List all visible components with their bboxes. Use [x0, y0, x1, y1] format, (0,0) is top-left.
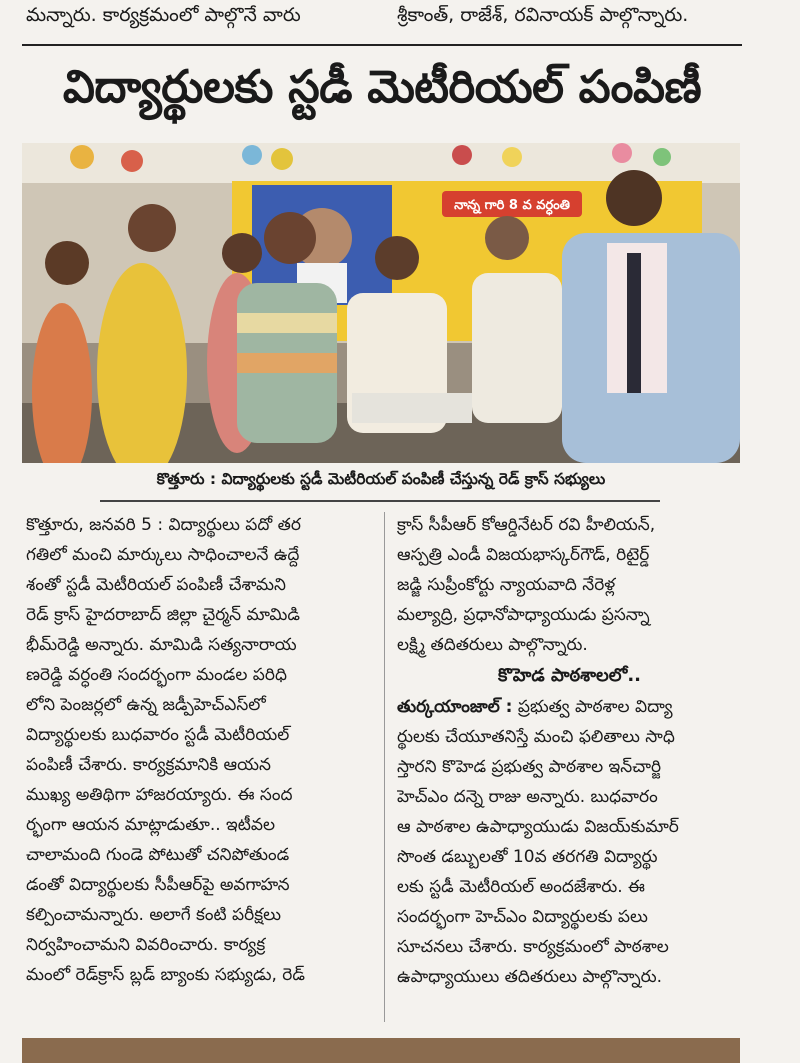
text-line: లకు స్టడీ మెటీరియల్ అందజేశారు. ఈ — [397, 877, 645, 897]
text-line: కొత్తూరు, జనవరి 5 : విద్యార్థులు పదో తర — [26, 515, 301, 535]
article-photo — [22, 143, 740, 463]
text-line: భీమ్‌రెడ్డి అన్నారు. మామిడి సత్యనారాయ — [26, 635, 297, 655]
text-line: స్తారని కొహెడ ప్రభుత్వ పాఠశాల ఇన్‌చార్జి — [397, 757, 662, 777]
text-line: రెడ్ క్రాస్ హైదరాబాద్ జిల్లా చైర్మన్ మామిడి — [26, 605, 300, 625]
text-line: జడ్జి సుప్రీంకోర్టు న్యాయవాది నేరెళ్ల — [397, 575, 616, 595]
fragment-left-text: మన్నారు. కార్యక్రమంలో పాల్గొనే వారు — [26, 4, 301, 26]
article-left-column — [26, 510, 371, 990]
text-line: హెచ్ఎం దన్నె రాజు అన్నారు. బుధవారం — [397, 787, 658, 807]
text-line: ర్థులకు చేయూతనిస్తే మంచి ఫలితాలు సాధి — [397, 727, 675, 747]
text-line: సూచనలు చేశారు. కార్యక్రమంలో పాఠశాల — [397, 937, 669, 957]
column-divider — [384, 512, 385, 1022]
text-line: శంతో స్టడీ మెటీరియల్ పంపిణీ చేశామని — [26, 575, 286, 595]
text-line: సందర్భంగా హెచ్ఎం విద్యార్థులకు పలు — [397, 907, 648, 927]
text-line: ఉపాధ్యాయులు తదితరులు పాల్గొన్నారు. — [397, 967, 663, 987]
text-line: క్రాస్ సీపీఆర్ కోఆర్డినేటర్ రవి హీలియన్, — [397, 515, 656, 535]
dateline-lead: తుర్కయాంజాల్ : — [397, 697, 513, 717]
text-line: కల్పించామన్నారు. అలాగే కంటి పరీక్షలు — [26, 905, 282, 925]
next-article-photo-strip — [22, 1038, 740, 1063]
text-line: చాలామంది గుండె పోటుతో చనిపోతుండ — [26, 845, 290, 865]
text-line: ముఖ్య అతిథిగా హాజరయ్యారు. ఈ సంద — [26, 785, 293, 805]
article-headline: విద్యార్థులకు స్టడీ మెటీరియల్ పంపిణీ — [62, 60, 702, 113]
banner-text: నాన్న గారి 8 వ వర్ధంతి — [454, 198, 570, 213]
top-rule — [22, 44, 742, 46]
text-line: డంతో విద్యార్థులకు సీపీఆర్‌పై అవగాహన — [26, 875, 290, 895]
text-line: ఆ పాఠశాల ఉపాధ్యాయుడు విజయ్‌కుమార్ — [397, 817, 679, 837]
text-line: మల్యాద్రి, ప్రధానోపాధ్యాయుడు ప్రసన్నా — [397, 605, 650, 625]
text-line — [397, 692, 742, 722]
text-line: నిర్వహించామని వివరించారు. కార్యక్ర — [26, 935, 266, 955]
text-line: లక్ష్మి తదితరులు పాల్గొన్నారు. — [397, 635, 588, 655]
text-line: గతిలో మంచి మార్కులు సాధించాలనే ఉద్దే — [26, 545, 300, 565]
previous-article-fragment — [0, 0, 800, 44]
dateline-rest: ప్రభుత్వ పాఠశాల విద్యా — [512, 697, 673, 717]
photo-illustration — [22, 143, 740, 463]
fragment-right-text: శ్రీకాంత్, రాజేశ్, రవినాయక్ పాల్గొన్నారు. — [397, 4, 689, 26]
text-line: విద్యార్థులకు బుధవారం స్టడీ మెటీరియల్ — [26, 725, 290, 745]
text-line: సొంత డబ్బులతో 10వ తరగతి విద్యార్థు — [397, 847, 658, 867]
photo-caption: కొత్తూరు : విద్యార్థులకు స్టడీ మెటీరియల్ పంపిణీ చేస్తున్న రెడ్ క్రాస్ సభ్యులు — [156, 470, 606, 488]
text-line: ణరెడ్డి వర్ధంతి సందర్భంగా మండల పరిధి — [26, 665, 287, 685]
text-line: మంలో రెడ్‌క్రాస్ బ్లడ్ బ్యాంకు సభ్యుడు, రెడ్ — [26, 965, 305, 985]
section-subheading: కొహెడ పాఠశాలలో.. — [497, 665, 642, 686]
text-line: ర్భంగా ఆయన మాట్లాడుతూ.. ఇటీవల — [26, 815, 276, 835]
caption-underline — [100, 500, 660, 502]
article-right-column — [397, 510, 742, 992]
text-line: పంపిణీ చేశారు. కార్యక్రమానికి ఆయన — [26, 755, 271, 775]
text-line: ఆస్పత్రి ఎండీ విజయభాస్కర్‌గౌడ్, రిటైర్డ్ — [397, 545, 650, 565]
text-line: లోని పెంజర్లలో ఉన్న జడ్పీహెచ్ఎస్‌లో — [26, 695, 266, 715]
